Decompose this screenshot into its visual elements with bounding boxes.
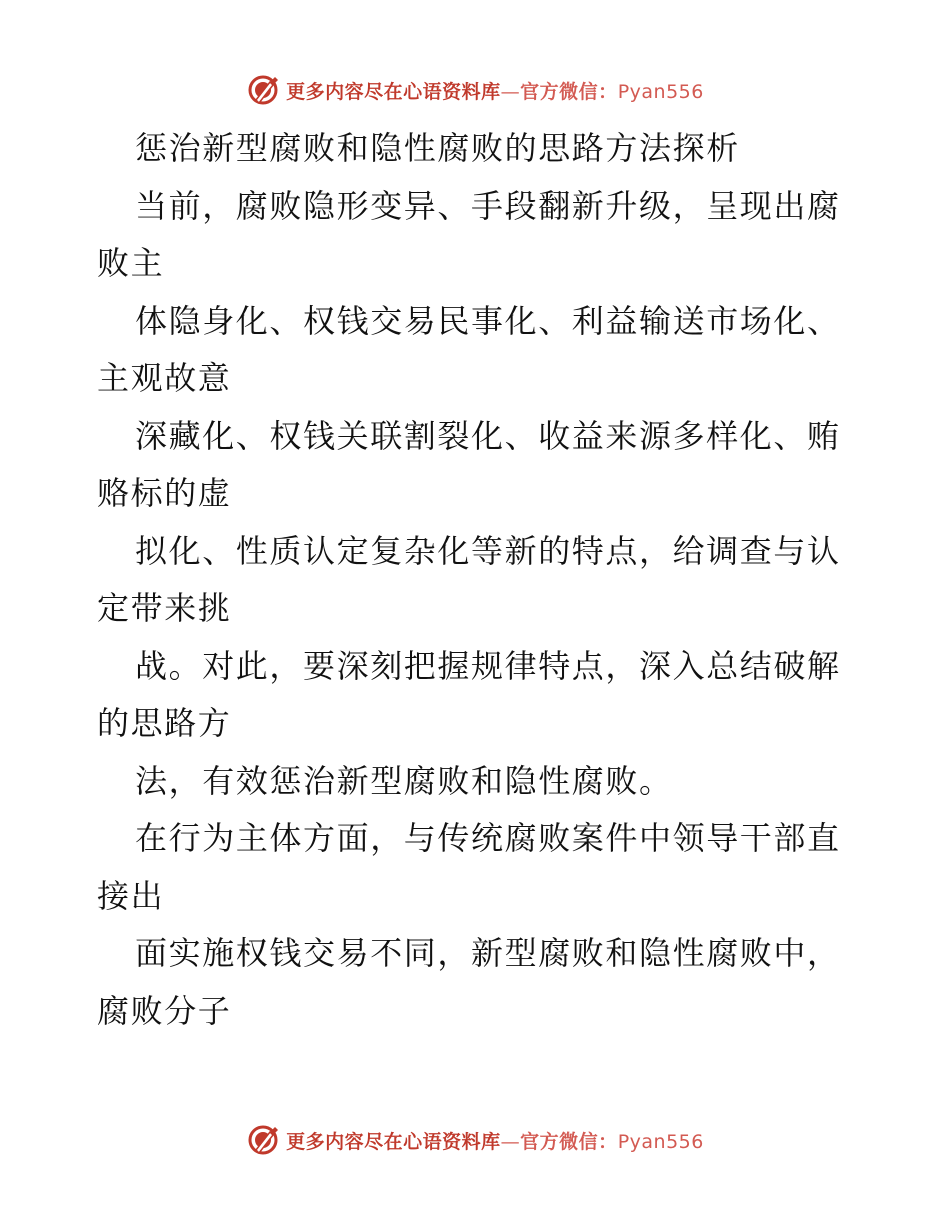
- header-banner-wechat-id: Pyan556: [617, 80, 704, 103]
- header-banner-text: [286, 77, 704, 104]
- text-line: 定带来挑: [97, 589, 232, 627]
- footer-banner-wechat-label: 官方微信：: [520, 1130, 618, 1153]
- document-body: [97, 120, 857, 1040]
- text-line: 当前，腐败隐形变异、手段翻新升级，呈现出腐: [135, 186, 841, 225]
- pen-nib-logo-icon: [246, 73, 280, 107]
- text-line: 战。对此，要深刻把握规律特点，深入总结破解: [135, 646, 841, 685]
- text-line: 主观故意: [97, 359, 232, 397]
- text-line: 惩治新型腐败和隐性腐败的思路方法探析: [135, 129, 740, 167]
- text-line: 腐败分子: [97, 991, 232, 1030]
- text-line: 在行为主体方面，与传统腐败案件中领导干部直: [135, 819, 841, 857]
- text-line: 的思路方: [97, 704, 232, 742]
- text-line: 法，有效惩治新型腐败和隐性腐败。: [135, 761, 673, 800]
- header-banner-wechat-label: 官方微信：: [520, 80, 618, 103]
- text-line: 深藏化、权钱关联割裂化、收益来源多样化、贿: [135, 416, 841, 455]
- text-line: 接出: [97, 876, 165, 915]
- text-line: 体隐身化、权钱交易民事化、利益输送市场化、: [135, 301, 841, 340]
- text-line: 面实施权钱交易不同，新型腐败和隐性腐败中，: [135, 934, 841, 972]
- header-banner-separator: —: [500, 80, 521, 103]
- text-line: 拟化、性质认定复杂化等新的特点，给调查与认: [135, 531, 841, 570]
- footer-banner-main: 更多内容尽在心语资料库: [286, 1130, 501, 1153]
- footer-banner-text: [286, 1127, 704, 1154]
- footer-banner-separator: —: [500, 1130, 521, 1153]
- header-banner-main: 更多内容尽在心语资料库: [286, 80, 501, 103]
- pen-nib-logo-icon: [246, 1123, 280, 1157]
- header-banner: [0, 70, 950, 110]
- text-line: 败主: [97, 244, 165, 282]
- footer-banner: [0, 1120, 950, 1160]
- footer-banner-wechat-id: Pyan556: [617, 1130, 704, 1153]
- text-line: 赂标的虚: [97, 474, 232, 512]
